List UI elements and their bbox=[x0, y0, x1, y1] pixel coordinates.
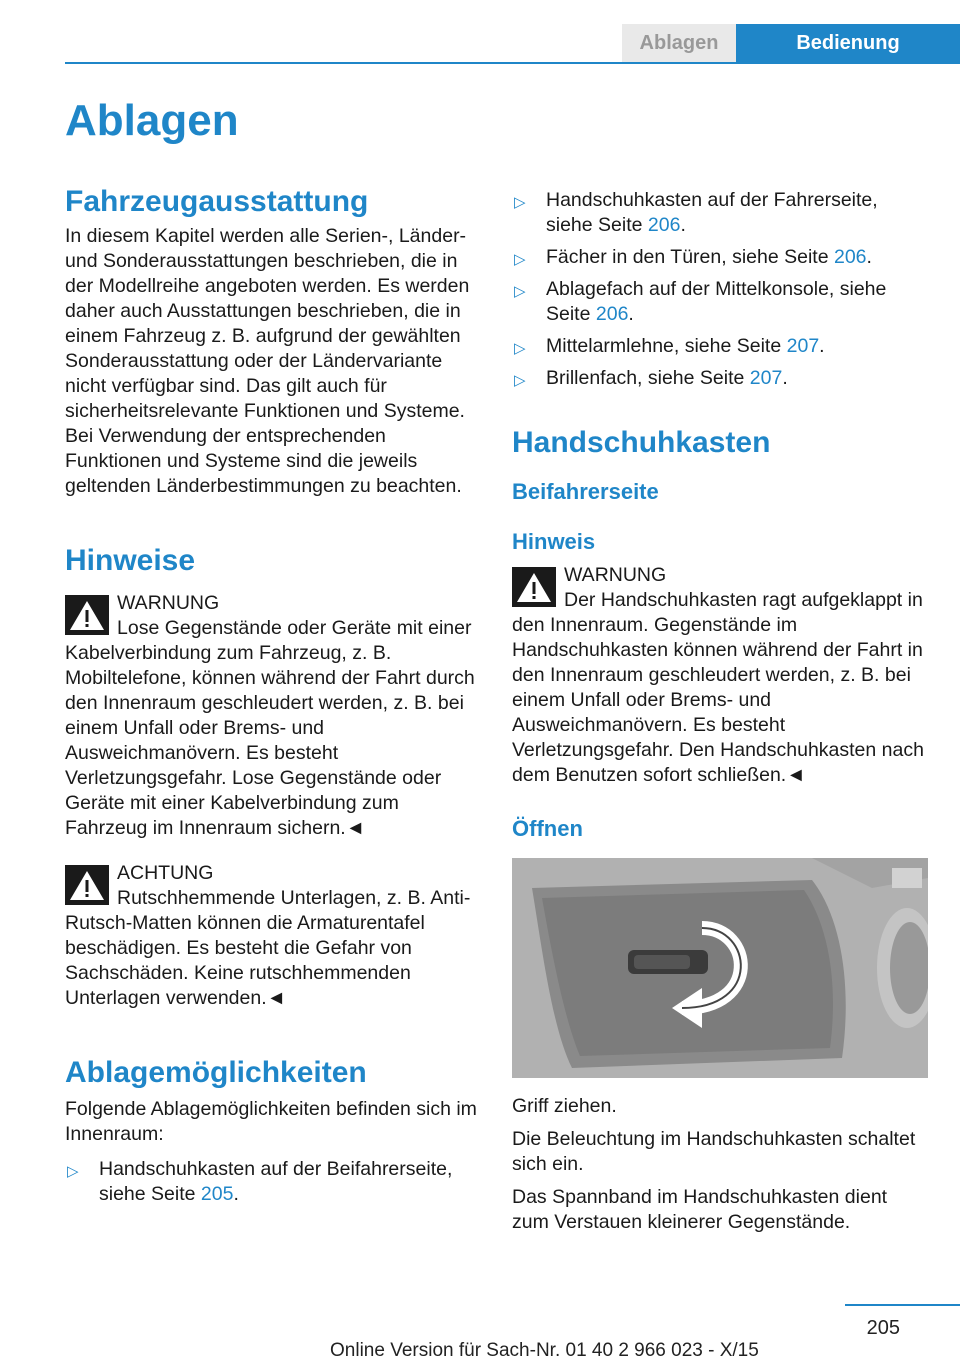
header-divider bbox=[65, 62, 960, 64]
triangle-right-icon: ▷ bbox=[514, 251, 526, 268]
heading-hinweis: Hinweis bbox=[512, 529, 596, 554]
glovebox-photo bbox=[512, 858, 928, 1078]
paragraph-fahrzeugausstattung: In diesem Kapitel werden alle Serien-, Länder- und Sonderausstattungen beschrieben, die in der Modellreihe angeboten werden. Es werden daher auch Ausstattungen beschrieben, die in einem Fahrzeug z. B. aufgrund der gewählten Sonderausstattung oder der Ländervariante nicht verfügbar sind. Das gilt auch für sicherheitsrelevante Funktionen und Systeme. Bei Verwendung der entsprechenden Funktionen und Systeme sind die jeweils geltenden Länderbestimmungen zu beachten. bbox=[65, 225, 470, 497]
heading-ablagemoeglichkeiten: Ablagemöglichkeiten bbox=[65, 1056, 367, 1089]
triangle-right-icon: ▷ bbox=[514, 194, 526, 211]
paragraph-spannband: Das Spannband im Handschuhkasten dient zum Verstauen kleinerer Gegenstände. bbox=[512, 1186, 888, 1233]
warning-title: WARNUNG bbox=[117, 592, 220, 614]
header-tab-section[interactable]: Ablagen bbox=[622, 24, 736, 62]
warning-block-1 bbox=[65, 591, 481, 841]
page-link[interactable]: 207 bbox=[786, 335, 820, 357]
warning-block-3 bbox=[512, 563, 928, 788]
warning-triangle-icon bbox=[512, 567, 556, 607]
triangle-right-icon: ▷ bbox=[67, 1163, 79, 1180]
list-item: ▷ Handschuhkasten auf der Fahrerseite, siehe Seite 206. bbox=[514, 189, 878, 236]
paragraph-beleuchtung: Die Beleuchtung im Handschuhkasten schaltet sich ein. bbox=[512, 1128, 916, 1175]
heading-beifahrerseite: Beifahrerseite bbox=[512, 479, 659, 504]
warning-triangle-icon bbox=[65, 865, 109, 905]
footer-divider bbox=[845, 1304, 960, 1306]
heading-oeffnen: Öffnen bbox=[512, 816, 583, 841]
page-link[interactable]: 207 bbox=[749, 367, 783, 389]
header-tab-chapter[interactable]: Bedienung bbox=[736, 24, 960, 62]
heading-fahrzeugausstattung: Fahrzeugausstattung bbox=[65, 185, 369, 218]
footer-note: Online Version für Sach-Nr. 01 40 2 966 023 - X/15 bbox=[330, 1340, 759, 1361]
warning-body: Der Handschuhkasten ragt aufgeklappt in den Innenraum. Gegenstände im Handschuhkasten können während der Fahrt in den Innenraum geschleudert werden, z. B. bei einem Unfall oder Brems- und Ausweichmanövern. Es besteht Verletzungsgefahr. Den Handschuhkasten nach dem Benutzen sofort schließen.◄ bbox=[512, 589, 924, 786]
caution-body: Rutschhemmende Unterlagen, z. B. Anti-Rutsch-Matten können die Armaturentafel beschädigen. Es besteht die Gefahr von Sachschäden. Keine rutschhemmenden Unterlagen verwenden.◄ bbox=[65, 887, 471, 1009]
warning-title: WARNUNG bbox=[564, 564, 667, 586]
triangle-right-icon: ▷ bbox=[514, 283, 526, 300]
list-item: ▷ Handschuhkasten auf der Beifahrerseite, siehe Seite 205. bbox=[67, 1158, 453, 1205]
list-item: ▷ Ablagefach auf der Mittelkonsole, siehe Seite 206. bbox=[514, 278, 887, 325]
page-link[interactable]: 206 bbox=[595, 303, 629, 325]
triangle-right-icon: ▷ bbox=[514, 340, 526, 357]
page-link[interactable]: 206 bbox=[833, 246, 867, 268]
page-link[interactable]: 206 bbox=[647, 214, 681, 236]
right-column bbox=[512, 188, 928, 1235]
storage-list-left bbox=[65, 1157, 481, 1207]
caution-title: ACHTUNG bbox=[117, 862, 214, 884]
list-item: ▷ Fächer in den Türen, siehe Seite 206. bbox=[512, 245, 928, 270]
paragraph-griff: Griff ziehen. bbox=[512, 1095, 617, 1117]
warning-triangle-icon bbox=[65, 595, 109, 635]
page-title: Ablagen bbox=[65, 96, 239, 145]
glovebox-illustration bbox=[512, 858, 928, 1078]
triangle-right-icon: ▷ bbox=[514, 372, 526, 389]
paragraph-ablagemoeglichkeiten: Folgende Ablagemöglichkeiten befinden sich im Innenraum: bbox=[65, 1098, 477, 1145]
page-number: 205 bbox=[866, 1317, 900, 1339]
heading-hinweise: Hinweise bbox=[65, 544, 196, 577]
list-item: ▷ Mittelarmlehne, siehe Seite 207. bbox=[512, 334, 928, 359]
warning-block-2 bbox=[65, 861, 481, 1011]
warning-body: Lose Gegenstände oder Geräte mit einer Kabelverbindung zum Fahrzeug, z. B. Mobiltelefone, können während der Fahrt durch den Innenraum geschleudert werden, z. B. bei einem Unfall oder Brems- und Ausweichmanövern. Es besteht Verletzungsgefahr. Lose Gegenstände oder Geräte mit einer Kabelverbindung zum Fahrzeug im Innenraum sichern.◄ bbox=[65, 617, 475, 839]
page-link[interactable]: 205 bbox=[200, 1183, 234, 1205]
heading-handschuhkasten: Handschuhkasten bbox=[512, 426, 771, 459]
storage-list-right bbox=[512, 188, 928, 391]
list-item: ▷ Brillenfach, siehe Seite 207. bbox=[512, 366, 928, 391]
left-column bbox=[65, 184, 481, 1214]
